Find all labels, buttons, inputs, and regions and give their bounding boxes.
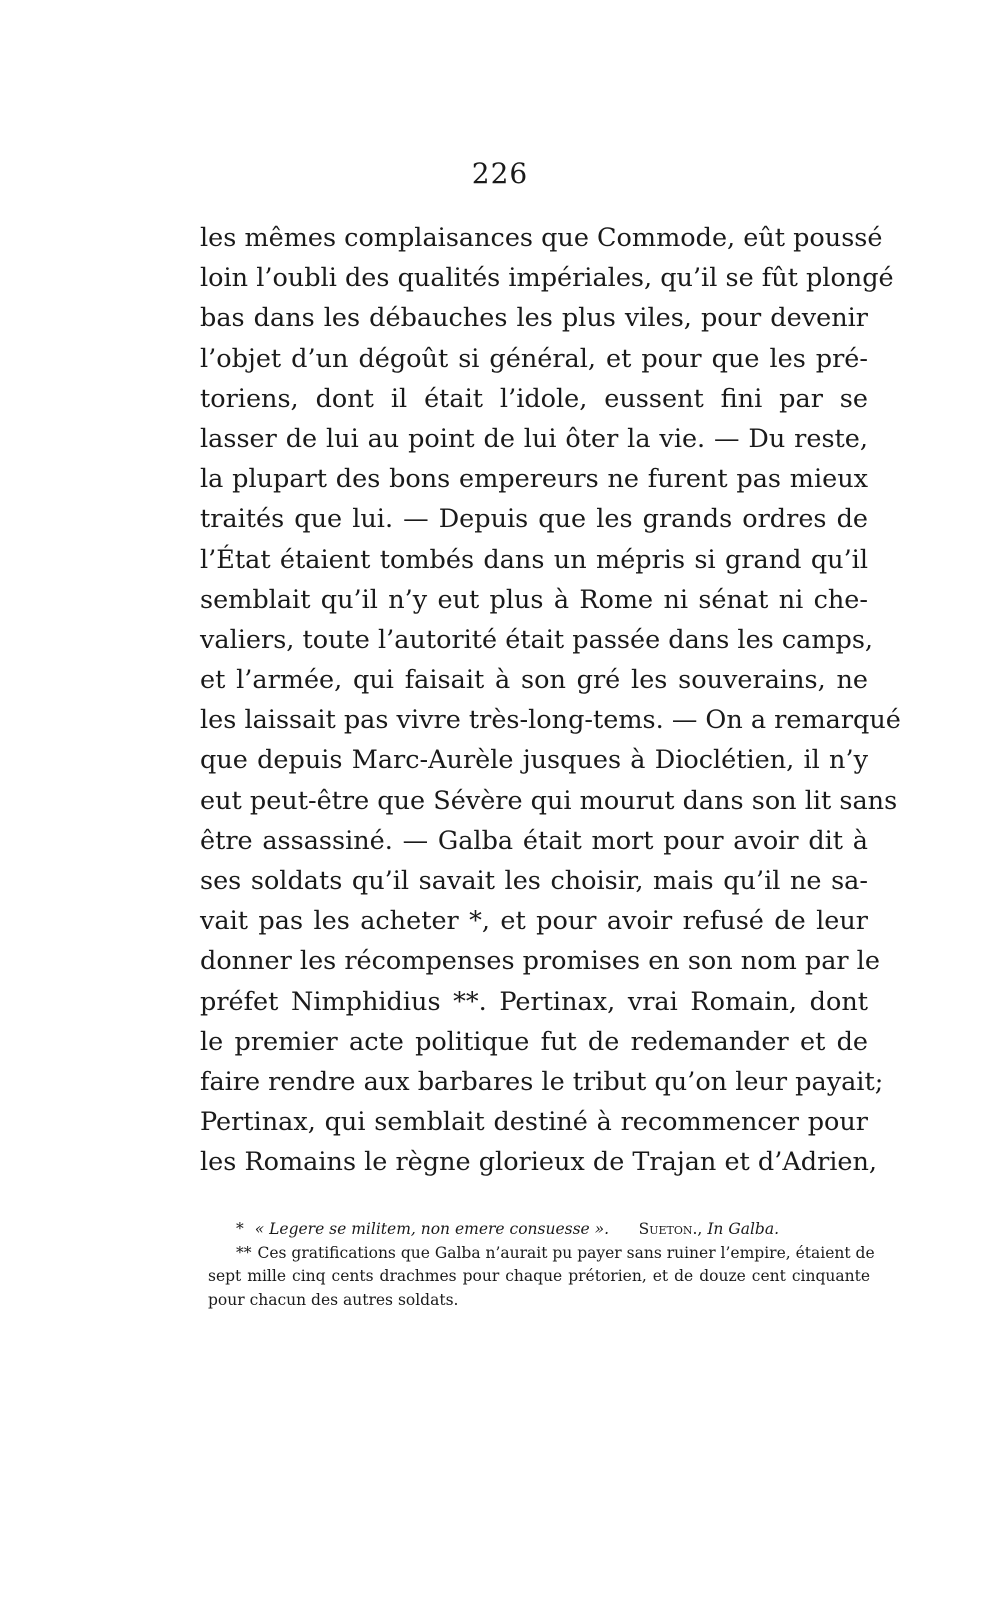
page-number: 226 (471, 157, 529, 190)
body-line: donner les récompenses promises en son nom par le (200, 946, 880, 977)
body-line: et l’armée, qui faisait à son gré les souverains, ne (200, 665, 868, 696)
body-line: l’État étaient tombés dans un mépris si grand qu’il (200, 544, 868, 575)
body-line: ses soldats qu’il savait les choisir, mais qu’il ne sa- (200, 866, 868, 896)
body-line: que depuis Marc-Aurèle jusques à Dioclétien, il n’y (200, 745, 868, 776)
footnote-marker: ** (236, 1243, 252, 1262)
body-text (200, 218, 901, 1183)
body-line: l’objet d’un dégoût si général, et pour que les pré- (200, 343, 868, 374)
footnote-2-line: pour chacun des autres soldats. (208, 1290, 459, 1309)
body-line: eut peut-être que Sévère qui mourut dans son lit sans (200, 785, 898, 816)
body-line: toriens, dont il était l’idole, eussent fini par se (200, 383, 868, 414)
body-line: préfet Nimphidius **. Pertinax, vrai Romain, dont (200, 986, 868, 1017)
body-line: faire rendre aux barbares le tribut qu’on leur payait; (200, 1066, 884, 1097)
footnote-2-line (208, 1242, 875, 1266)
footnote-work: In Galba. (707, 1220, 780, 1238)
footnote-author: Sueton., (638, 1220, 703, 1238)
body-line: les laissait pas vivre très-long-tems. — On a remarqué (200, 705, 901, 736)
body-line: la plupart des bons empereurs ne furent pas mieux (200, 464, 868, 495)
footnote-text: Ces gratifications que Galba n’aurait pu payer sans ruiner l’empire, étaient de (257, 1243, 875, 1262)
body-line: valiers, toute l’autorité était passée dans les camps, (200, 624, 874, 655)
footnote-2-line: sept mille cinq cents drachmes pour chaque prétorien, et de douze cent cinquante (208, 1267, 870, 1285)
body-line: être assassiné. — Galba était mort pour avoir dit à (200, 825, 868, 856)
body-line: lasser de lui au point de lui ôter la vie. — Du reste, (200, 423, 868, 454)
body-line: loin l’oubli des qualités impériales, qu’il se fût plongé (200, 263, 894, 294)
body-line: semblait qu’il n’y eut plus à Rome ni sénat ni che- (200, 584, 868, 615)
body-line: bas dans les débauches les plus viles, pour devenir (200, 303, 868, 334)
body-line: le premier acte politique fut de redemander et de (200, 1026, 868, 1057)
footnotes (208, 1218, 875, 1312)
body-line: les mêmes complaisances que Commode, eût poussé (200, 223, 883, 253)
body-line: traités que lui. — Depuis que les grands ordres de (200, 504, 868, 535)
body-line: Pertinax, qui semblait destiné à recommencer pour (200, 1107, 868, 1138)
body-line: vait pas les acheter *, et pour avoir refusé de leur (200, 906, 868, 937)
footnote-quote: « Legere se militem, non emere consuesse ». (254, 1220, 610, 1238)
footnote-marker: * (236, 1220, 244, 1238)
footnote-1 (208, 1218, 870, 1242)
body-line: les Romains le règne glorieux de Trajan et d’Adrien, (200, 1147, 878, 1178)
